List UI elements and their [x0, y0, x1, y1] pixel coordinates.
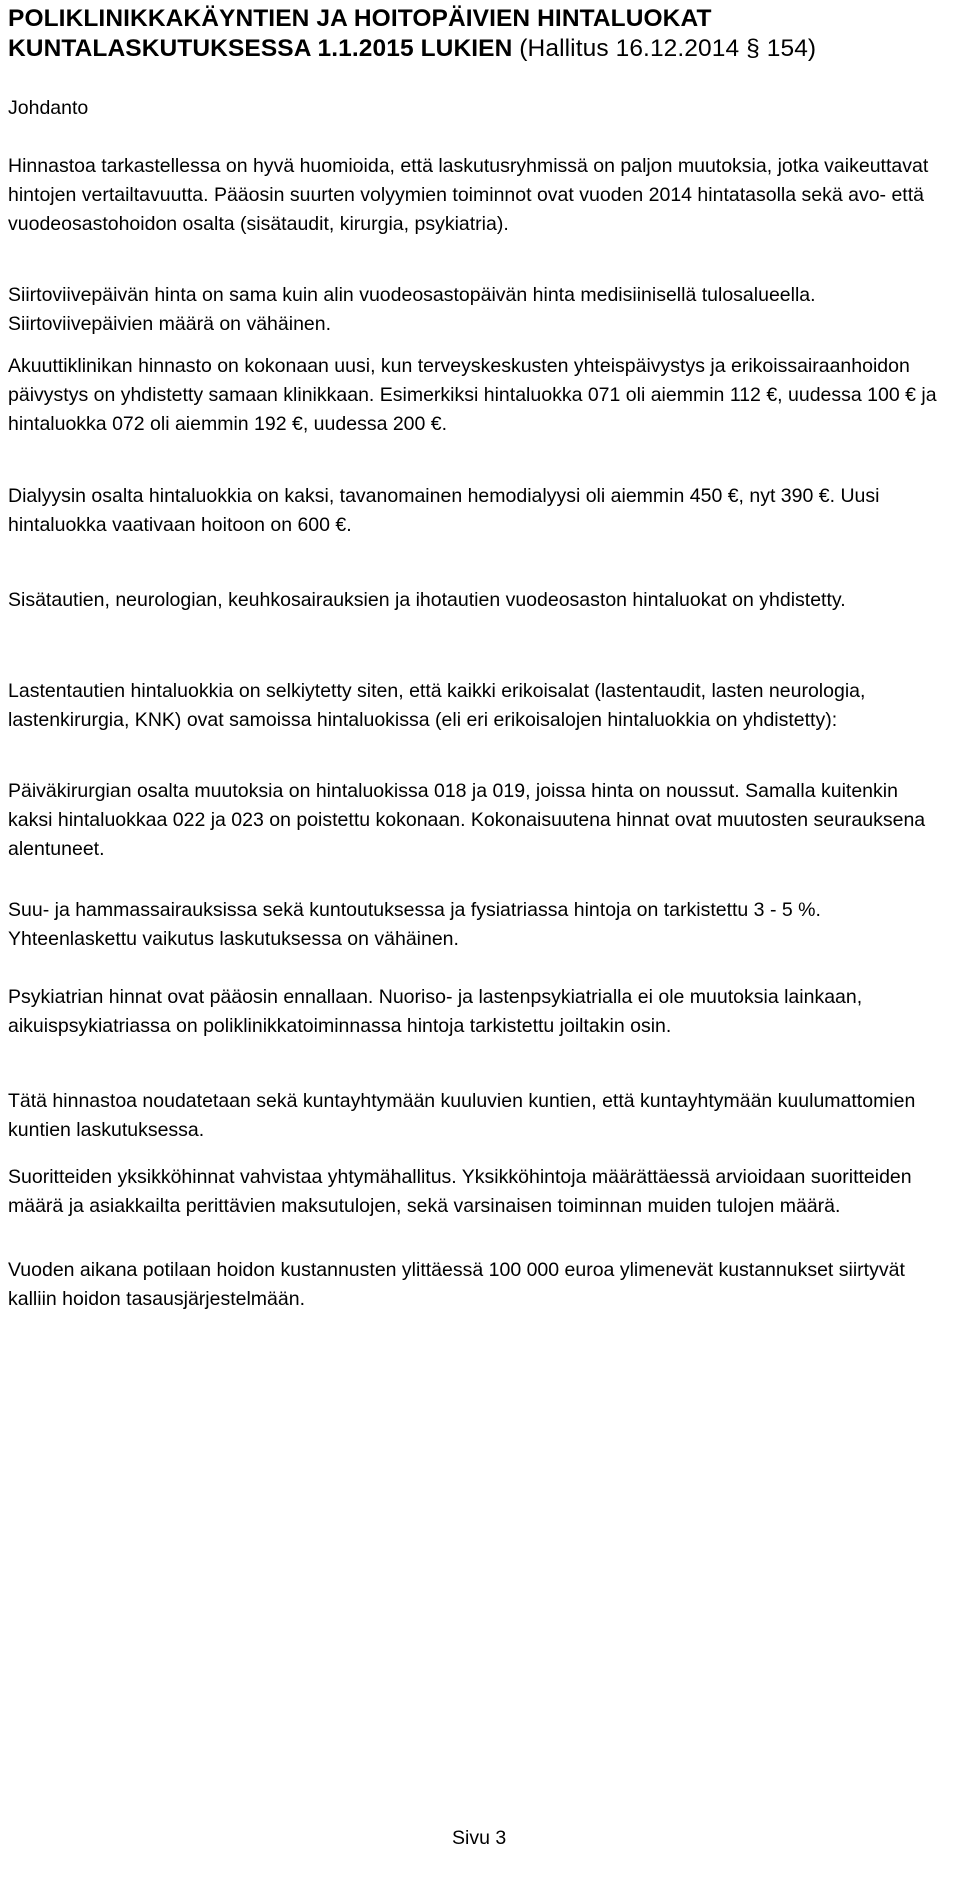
paragraph-dialysis: Dialyysin osalta hintaluokkia on kaksi, tavanomainen hemodialyysi oli aiemmin 450 €, nyt 390 €. Uusi hintaluokka vaativaan hoitoon on 600 €. [8, 485, 880, 536]
paragraph-price-list-changes: Hinnastoa tarkastellessa on hyvä huomioida, että laskutusryhmissä on paljon muutoksia, jotka vaikeuttavat hintojen vertailtavuutta. Pääosin suurten volyymien toiminnot ovat vuoden 2014 hintatasolla sekä avo- että vuodeosastohoidon osalta (sisätaudit, kirurgia, psykiatria). [8, 155, 929, 235]
document-title [8, 4, 918, 64]
paragraph-dental-rehabilitation: Suu- ja hammassairauksissa sekä kuntoutuksessa ja fysiatriassa hintoja on tarkistettu 3 - 5 %. Yhteenlaskettu vaikutus laskutuksessa on vähäinen. [8, 899, 821, 950]
page-number: Sivu 3 [452, 1827, 507, 1849]
document-title-meeting-reference: (Hallitus 16.12.2014 § 154) [519, 35, 817, 62]
paragraph-transfer-delay-day: Siirtoviivepäivän hinta on sama kuin alin vuodeosastopäivän hinta medisiinisellä tulosalueella. Siirtoviivepäivien määrä on vähäinen. [8, 284, 816, 335]
paragraph-unit-prices: Suoritteiden yksikköhinnat vahvistaa yhtymähallitus. Yksikköhintoja määrättäessä arvioidaan suoritteiden määrä ja asiakkailta perittävien maksutulojen, sekä varsinaisen toiminnan muiden tulojen määrä. [8, 1166, 912, 1217]
paragraph-pediatrics: Lastentautien hintaluokkia on selkiytetty siten, että kaikki erikoisalat (lastentaudit, lasten neurologia, lastenkirurgia, KNK) ovat samoissa hintaluokissa (eli eri erikoisalojen hintaluokkia on yhdistetty): [8, 680, 866, 731]
paragraph-psychiatry: Psykiatrian hinnat ovat pääosin ennallaan. Nuoriso- ja lastenpsykiatrialla ei ole muutoksia lainkaan, aikuispsykiatriassa on poliklinikkatoiminnassa hintoja tarkistettu joiltakin osin. [8, 986, 863, 1037]
paragraph-day-surgery: Päiväkirurgian osalta muutoksia on hintaluokissa 018 ja 019, joissa hinta on noussut. Samalla kuitenkin kaksi hintaluokkaa 022 ja 023 on poistettu kokonaan. Kokonaisuutena hinnat ovat muutosten seurauksena alentuneet. [8, 780, 926, 860]
paragraph-price-list-scope: Tätä hinnastoa noudatetaan sekä kuntayhtymään kuuluvien kuntien, että kuntayhtymään kuulumattomien kuntien laskutuksessa. [8, 1090, 916, 1141]
paragraph-expensive-care-equalization: Vuoden aikana potilaan hoidon kustannusten ylittäessä 100 000 euroa ylimenevät kustannukset siirtyvät kalliin hoidon tasausjärjestelmään. [8, 1259, 905, 1310]
section-heading-johdanto: Johdanto [8, 97, 89, 119]
paragraph-acute-clinic: Akuuttiklinikan hinnasto on kokonaan uusi, kun terveyskeskusten yhteispäivystys ja erikoissairaanhoidon päivystys on yhdistetty samaan klinikkaan. Esimerkiksi hintaluokka 071 oli aiemmin 112 €, uudessa 100 € ja hintaluokka 072 oli aiemmin 192 €, uudessa 200 €. [8, 355, 937, 435]
paragraph-internal-medicine-wards: Sisätautien, neurologian, keuhkosairauksien ja ihotautien vuodeosaston hintaluokat on yhdistetty. [8, 589, 846, 611]
document-title-main: POLIKLINIKKAKÄYNTIEN JA HOITOPÄIVIEN HINTALUOKAT KUNTALASKUTUKSESSA 1.1.2015 LUKIEN [8, 5, 712, 62]
